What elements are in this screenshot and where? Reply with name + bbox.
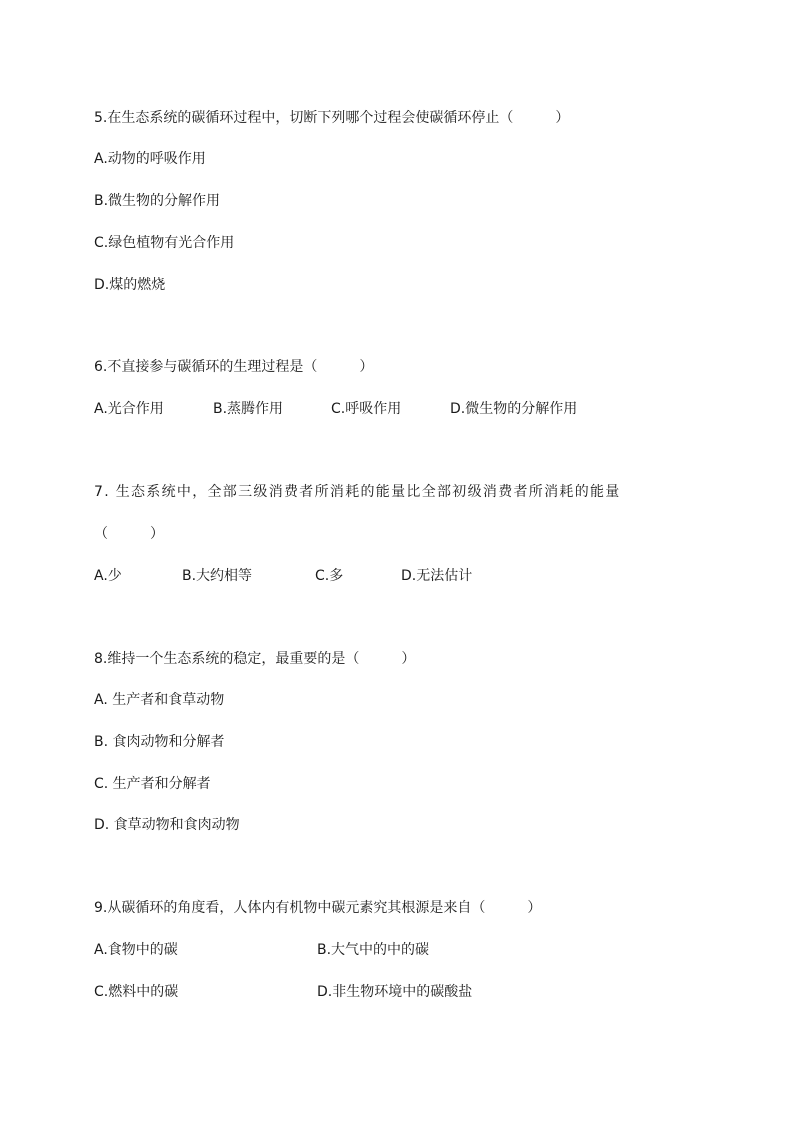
- question-8-option-a: A. 生产者和食草动物: [94, 692, 225, 708]
- question-8-stem: 8.维持一个生态系统的稳定，最重要的是（ ）: [94, 651, 416, 667]
- question-7-stem: 7. 生态系统中，全部三级消费者所消耗的能量比全部初级消费者所消耗的能量: [94, 484, 621, 500]
- question-9-stem: 9.从碳循环的角度看，人体内有机物中碳元素究其根源是来自（ ）: [94, 900, 542, 916]
- question-7-option-a: A.少: [94, 568, 122, 584]
- question-5-option-d: D.煤的燃烧: [94, 277, 166, 293]
- question-9-option-c: C.燃料中的碳: [94, 984, 179, 1000]
- question-6-option-a: A.光合作用: [94, 401, 164, 417]
- question-6-option-c: C.呼吸作用: [331, 401, 402, 417]
- question-8-option-d: D. 食草动物和食肉动物: [94, 817, 240, 833]
- question-7-option-c: C.多: [315, 568, 344, 584]
- question-8-option-c: C. 生产者和分解者: [94, 776, 211, 792]
- question-8-option-b: B. 食肉动物和分解者: [94, 734, 225, 750]
- question-7-stem-continuation: （ ）: [94, 526, 164, 542]
- question-5-stem: 5.在生态系统的碳循环过程中，切断下列哪个过程会使碳循环停止（ ）: [94, 110, 570, 126]
- question-7-option-d: D.无法估计: [401, 568, 473, 584]
- question-6-option-d: D.微生物的分解作用: [450, 401, 578, 417]
- question-9-option-a: A.食物中的碳: [94, 942, 178, 958]
- question-5-option-c: C.绿色植物有光合作用: [94, 235, 235, 251]
- question-5-option-b: B.微生物的分解作用: [94, 193, 221, 209]
- question-7-option-b: B.大约相等: [182, 568, 253, 584]
- question-9-option-b: B.大气中的中的碳: [317, 942, 430, 958]
- question-6-option-b: B.蒸腾作用: [213, 401, 284, 417]
- question-6-stem: 6.不直接参与碳循环的生理过程是（ ）: [94, 359, 374, 375]
- question-5-option-a: A.动物的呼吸作用: [94, 151, 206, 167]
- question-9-option-d: D.非生物环境中的碳酸盐: [317, 984, 473, 1000]
